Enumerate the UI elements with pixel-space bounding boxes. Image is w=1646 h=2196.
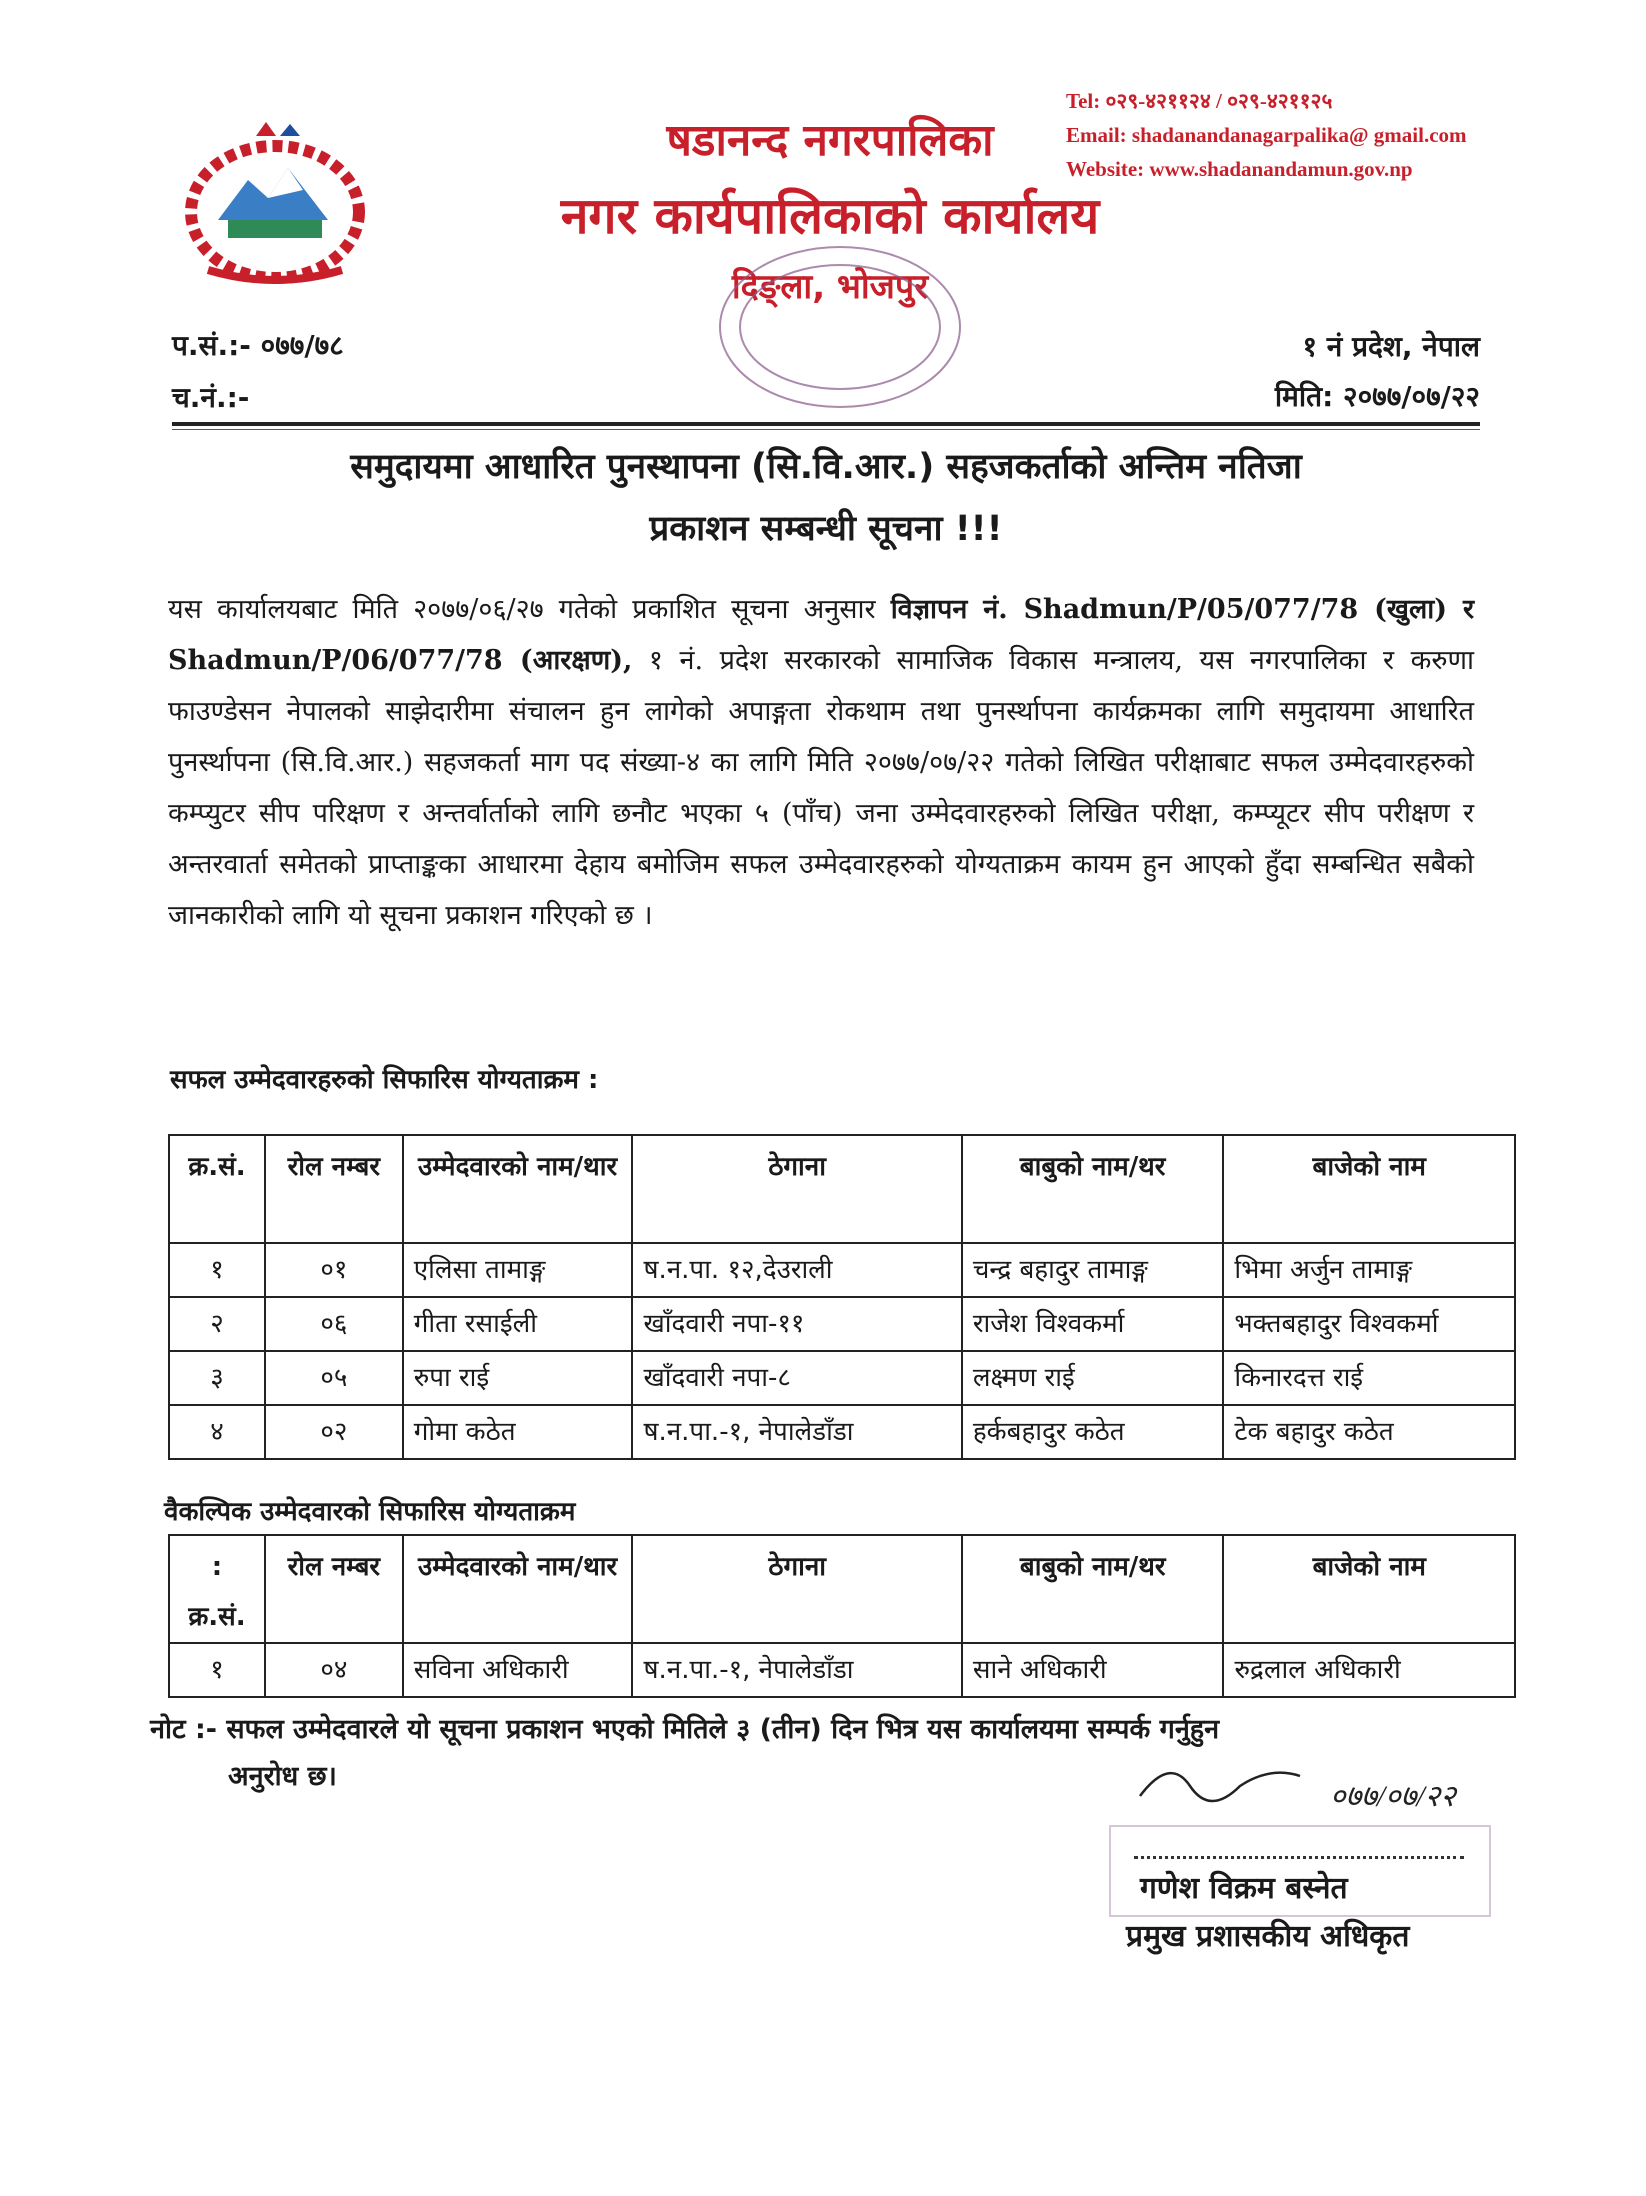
cell-candidate: रुपा राई — [403, 1351, 633, 1405]
table-row — [169, 1351, 1515, 1405]
province: १ नं प्रदेश, नेपाल — [1302, 330, 1480, 363]
website-link[interactable]: Website: www.shadanandamun.gov.np — [1066, 157, 1413, 181]
table-row — [169, 1297, 1515, 1351]
office-name-line1: षडानन्द नगरपालिका — [666, 115, 994, 166]
table-header-row — [169, 1535, 1515, 1643]
header-divider — [172, 422, 1480, 426]
cell-address: ष.न.पा.-१, नेपालेडाँडा — [632, 1643, 961, 1697]
issue-date: मिति: २०७७/०७/२२ — [1274, 380, 1480, 413]
reference-number: प.सं.:- ०७७/७८ — [172, 329, 344, 362]
province-date-block — [1180, 322, 1480, 422]
col-header-sn: : क्र.सं. — [169, 1535, 265, 1643]
office-location: दिङ्ला, भोजपुर — [731, 267, 929, 307]
cell-roll: ०५ — [265, 1351, 403, 1405]
cell-roll: ०१ — [265, 1243, 403, 1297]
cell-grandfather: रुद्रलाल अधिकारी — [1223, 1643, 1515, 1697]
cell-grandfather: टेक बहादुर कठेत — [1223, 1405, 1515, 1459]
col-header-address: ठेगाना — [632, 1535, 961, 1643]
signatory-name: गणेश विक्रम बस्नेत — [1140, 1871, 1348, 1906]
footnote: नोट :- सफल उम्मेदवारले यो सूचना प्रकाशन भएको मितिले ३ (तीन) दिन भित्र यस कार्यालयमा सम्पर्क गर्नुहुन — [150, 1714, 1220, 1745]
cell-roll: ०४ — [265, 1643, 403, 1697]
col-header-address: ठेगाना — [632, 1135, 961, 1243]
cell-roll: ०६ — [265, 1297, 403, 1351]
cell-address: खाँदवारी नपा-८ — [632, 1351, 961, 1405]
cell-candidate: एलिसा तामाङ्ग — [403, 1243, 633, 1297]
cell-sn: १ — [169, 1643, 265, 1697]
section1-heading: सफल उम्मेदवारहरुको सिफारिस योग्यताक्रम : — [170, 1065, 599, 1095]
cell-address: ष.न.पा. १२,देउराली — [632, 1243, 961, 1297]
col-header-grandfather: बाजेको नाम — [1223, 1535, 1515, 1643]
notice-title — [172, 436, 1480, 560]
cell-father: हर्कबहादुर कठेत — [962, 1405, 1224, 1459]
header-divider-thin — [172, 429, 1480, 430]
cell-grandfather: किनारदत्त राई — [1223, 1351, 1515, 1405]
cell-candidate: गोमा कठेत — [403, 1405, 633, 1459]
cell-sn: ३ — [169, 1351, 265, 1405]
col-header-roll: रोल नम्बर — [265, 1535, 403, 1643]
table-row — [169, 1243, 1515, 1297]
cell-father: राजेश विश्वकर्मा — [962, 1297, 1224, 1351]
cell-candidate: सविना अधिकारी — [403, 1643, 633, 1697]
col-header-father: बाबुको नाम/थर — [962, 1535, 1224, 1643]
office-seal-stamp — [690, 232, 990, 422]
col-header-grandfather: बाजेको नाम — [1223, 1135, 1515, 1243]
table-row — [169, 1405, 1515, 1459]
col-header-sn: क्र.सं. — [169, 1135, 265, 1243]
cell-address: ष.न.पा.-१, नेपालेडाँडा — [632, 1405, 961, 1459]
body-advertisement-ref: विज्ञापन नं. Shadmun/P/05/077/78 (खुला) र Shadmun/P/06/077/78 (आरक्षण), — [168, 594, 1474, 676]
body-part2: १ नं. प्रदेश सरकारको सामाजिक विकास मन्त्रालय, यस नगरपालिका र करुणा फाउण्डेसन नेपालको साझेदारीमा संचालन हुन लागेको अपाङ्गता रोकथाम तथा पुनर्स्थापना कार्यक्रमका लागि समुदायमा आधारित पुनर्स्थापना (सि.वि.आर.) सहजकर्ता माग पद संख्या-४ का लागि मिति २०७७/०७/२२ गतेको लिखित परीक्षाबाट सफल उम्मेदवारहरुको कम्प्युटर सीप परिक्षण र अन्तर्वार्ताको लागि छनौट भएका ५ (पाँच) जना उम्मेदवारहरुको लिखित परीक्षा, कम्प्यूटर सीप परीक्षण र अन्तरवार्ता समेतको प्राप्ताङ्कका आधारमा देहाय बमोजिम सफल उम्मेदवारहरुको योग्यताक्रम कायम हुन आएको हुँदा सम्बन्धित सबैको जानकारीको लागि यो सूचना प्रकाशन गरिएको छ । — [168, 645, 1474, 931]
handwritten-date: ०७७/०७/२२ — [1330, 1780, 1456, 1813]
cell-grandfather: भक्तबहादुर विश्वकर्मा — [1223, 1297, 1515, 1351]
nepal-emblem-logo — [168, 120, 382, 292]
cell-candidate: गीता रसाईली — [403, 1297, 633, 1351]
cell-father: साने अधिकारी — [962, 1643, 1224, 1697]
table-row — [169, 1643, 1515, 1697]
section2-heading: वैकल्पिक उम्मेदवारको सिफारिस योग्यताक्रम — [164, 1497, 576, 1527]
office-name-line2: नगर कार्यपालिकाको कार्यालय — [560, 187, 1100, 245]
signatory-title: प्रमुख प्रशासकीय अधिकृत — [1126, 1919, 1410, 1954]
telephone: Tel: ०२९-४२११२४ / ०२९-४२११२५ — [1066, 89, 1333, 113]
signature-line — [1134, 1856, 1464, 1859]
cell-address: खाँदवारी नपा-११ — [632, 1297, 961, 1351]
cell-roll: ०२ — [265, 1405, 403, 1459]
cell-sn: १ — [169, 1243, 265, 1297]
cell-father: चन्द्र बहादुर तामाङ्ग — [962, 1243, 1224, 1297]
col-header-candidate: उम्मेदवारको नाम/थार — [403, 1535, 633, 1643]
footnote-continuation: अनुरोध छ। — [228, 1761, 337, 1792]
table-header-row — [169, 1135, 1515, 1243]
alternate-candidates-table — [168, 1534, 1516, 1698]
dispatch-number: च.नं.:- — [172, 381, 250, 414]
cell-sn: ४ — [169, 1405, 265, 1459]
cell-grandfather: भिमा अर्जुन तामाङ्ग — [1223, 1243, 1515, 1297]
cell-sn: २ — [169, 1297, 265, 1351]
notice-body — [168, 584, 1474, 941]
successful-candidates-table — [168, 1134, 1516, 1460]
notice-title-line2: प्रकाशन सम्बन्धी सूचना !!! — [649, 509, 1003, 549]
body-part1: यस कार्यालयबाट मिति २०७७/०६/२७ गतेको प्रकाशित सूचना अनुसार — [168, 594, 876, 625]
notice-title-line1: समुदायमा आधारित पुनस्थापना (सि.वि.आर.) सहजकर्ताको अन्तिम नतिजा — [350, 447, 1302, 487]
email-link[interactable]: Email: shadanandanagarpalika@ gmail.com — [1066, 123, 1467, 147]
cell-father: लक्ष्मण राई — [962, 1351, 1224, 1405]
col-header-roll: रोल नम्बर — [265, 1135, 403, 1243]
contact-block — [1066, 84, 1467, 186]
reference-block — [172, 320, 344, 424]
col-header-candidate: उम्मेदवारको नाम/थार — [403, 1135, 633, 1243]
col-header-father: बाबुको नाम/थर — [962, 1135, 1224, 1243]
